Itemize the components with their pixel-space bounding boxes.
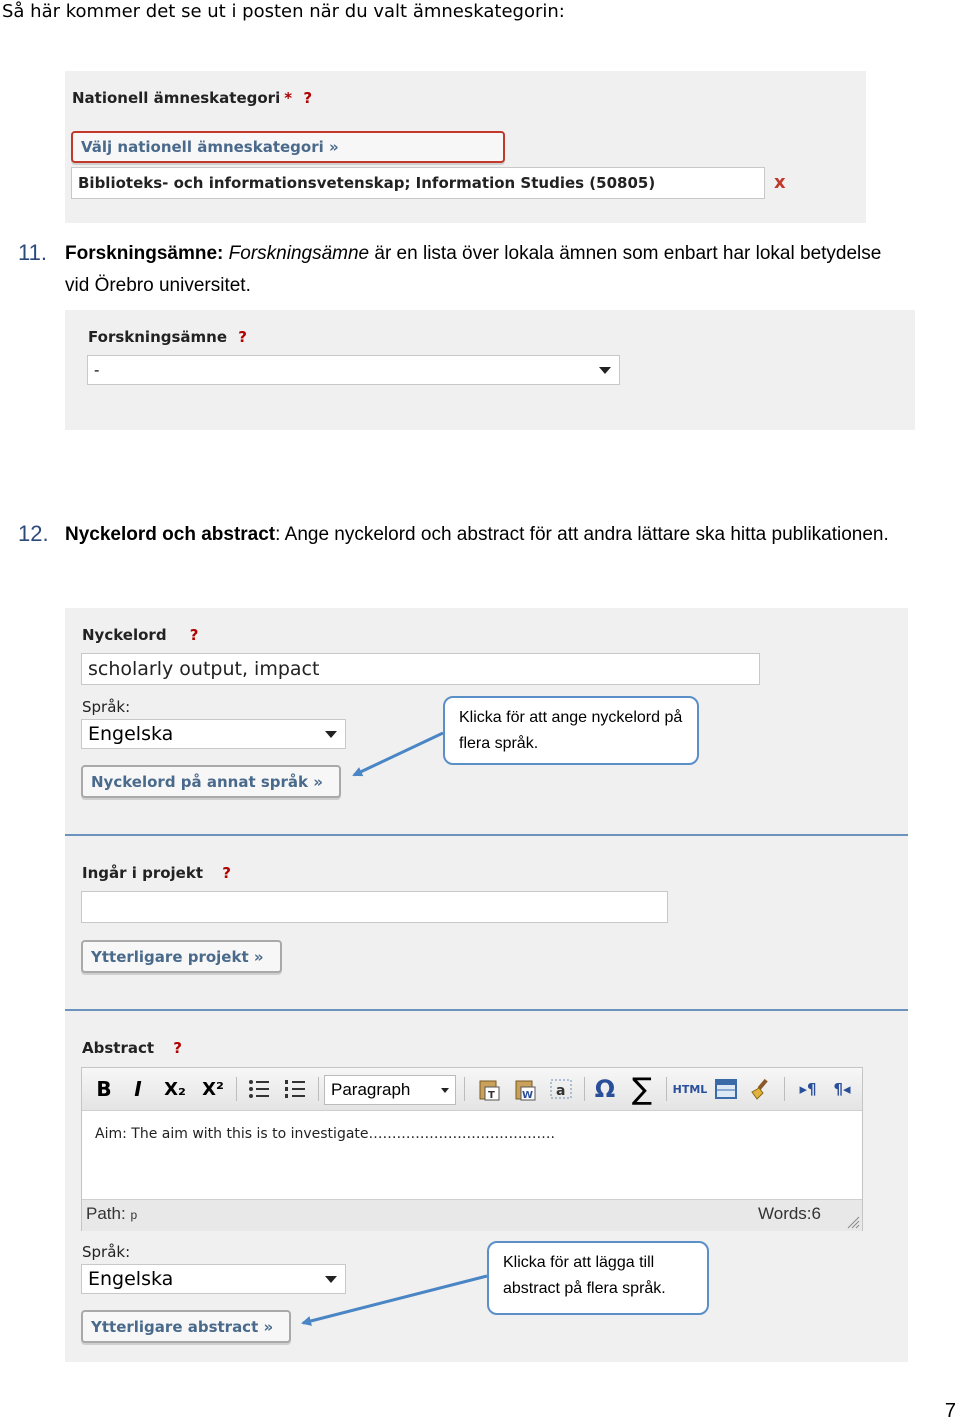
- toolbar-separator: [236, 1077, 237, 1101]
- keywords-language-label: Språk:: [82, 698, 131, 716]
- research-subject-label-text: Forskningsämne: [88, 328, 228, 346]
- chevron-down-icon: [599, 367, 611, 374]
- bold-button[interactable]: B: [96, 1077, 112, 1101]
- italic-button[interactable]: I: [134, 1077, 142, 1101]
- paste-text-icon[interactable]: [474, 1069, 504, 1109]
- select-all-icon[interactable]: [546, 1069, 576, 1109]
- cleanup-brush-icon[interactable]: [746, 1069, 774, 1109]
- research-subject-select[interactable]: [87, 355, 620, 385]
- format-select[interactable]: [324, 1075, 456, 1105]
- keywords-label: [82, 626, 199, 644]
- keywords-input[interactable]: scholarly output, impact: [81, 653, 760, 685]
- abstract-language-select[interactable]: [81, 1264, 346, 1294]
- item-12-body: : Ange nyckelord och abstract för att andra lättare ska hitta publikationen.: [275, 524, 889, 545]
- abstract-label-text: Abstract: [82, 1039, 155, 1057]
- section-divider: [65, 834, 908, 836]
- superscript-button[interactable]: X²: [202, 1078, 224, 1100]
- abstract-text-area[interactable]: Aim: The aim with this is to investigate………………………………….: [95, 1126, 555, 1142]
- category-value-field: Biblioteks- och informationsvetenskap; Information Studies (50805): [71, 167, 765, 199]
- choose-category-button[interactable]: Välj nationell ämneskategori »: [71, 131, 505, 163]
- intro-text: Så här kommer det se ut i posten när du valt ämneskategorin:: [2, 1, 565, 22]
- add-project-button[interactable]: Ytterligare projekt »: [81, 940, 282, 973]
- section-divider: [65, 1009, 908, 1011]
- editor-path: [86, 1204, 137, 1224]
- abstract-language-label: Språk:: [82, 1243, 131, 1261]
- numbered-list-icon[interactable]: [280, 1069, 310, 1109]
- toolbar-separator: [584, 1077, 585, 1101]
- toolbar-separator: [464, 1077, 465, 1101]
- required-star: *: [284, 89, 293, 107]
- omega-icon[interactable]: Ω: [594, 1075, 616, 1103]
- toolbar-separator: [318, 1077, 319, 1101]
- abstract-label: [82, 1039, 182, 1057]
- svg-text:W: W: [522, 1090, 534, 1101]
- abstract-callout: Klicka för att lägga till abstract på flera språk.: [487, 1241, 709, 1315]
- abstract-language-value: Engelska: [88, 1268, 174, 1290]
- help-icon[interactable]: ?: [303, 89, 313, 107]
- rtl-icon[interactable]: ¶◂: [833, 1080, 851, 1098]
- item-12-term: Nyckelord och abstract: [65, 524, 276, 545]
- project-label: [82, 864, 231, 882]
- chevron-down-icon: [441, 1088, 449, 1093]
- item-12-text: [65, 519, 960, 551]
- item-11-text1: är en lista över lokala ämnen som enbart har lokal betydelse: [369, 243, 882, 264]
- item-12-number: 12.: [18, 521, 49, 546]
- svg-text:a: a: [556, 1083, 566, 1099]
- category-label-text: Nationell ämneskategori: [72, 89, 281, 107]
- add-abstract-button[interactable]: Ytterligare abstract »: [81, 1310, 291, 1343]
- sigma-icon[interactable]: ∑: [631, 1071, 653, 1107]
- item-11-number: 11.: [18, 240, 47, 265]
- page-number: 7: [944, 1400, 956, 1422]
- editor-path-value[interactable]: p: [130, 1208, 138, 1222]
- keywords-language-value: Engelska: [88, 723, 174, 745]
- format-select-value: Paragraph: [331, 1080, 411, 1099]
- html-source-button[interactable]: HTML: [672, 1082, 708, 1096]
- table-icon[interactable]: [712, 1069, 740, 1109]
- item-11-term: Forskningsämne:: [65, 243, 224, 264]
- subscript-button[interactable]: X₂: [164, 1078, 186, 1100]
- item-11-text: [65, 238, 955, 270]
- keywords-callout: Klicka för att ange nyckelord på flera språk.: [443, 696, 699, 765]
- toolbar-separator: [784, 1077, 785, 1101]
- chevron-down-icon: [325, 1276, 337, 1283]
- category-label: [72, 89, 312, 107]
- remove-category-icon[interactable]: x: [774, 172, 786, 193]
- research-subject-label: [88, 328, 247, 346]
- keywords-language-select[interactable]: [81, 719, 346, 749]
- chevron-down-icon: [325, 731, 337, 738]
- help-icon[interactable]: ?: [173, 1039, 182, 1057]
- keywords-label-text: Nyckelord: [82, 626, 167, 644]
- editor-word-count: Words:6: [758, 1204, 821, 1223]
- resize-handle-icon[interactable]: [846, 1214, 860, 1233]
- editor-status-bar: [82, 1199, 862, 1231]
- keywords-other-language-button[interactable]: Nyckelord på annat språk »: [81, 765, 341, 798]
- project-input[interactable]: [81, 891, 668, 923]
- svg-text:T: T: [488, 1090, 495, 1101]
- help-icon[interactable]: ?: [238, 328, 247, 346]
- paste-word-icon[interactable]: [510, 1069, 540, 1109]
- help-icon[interactable]: ?: [222, 864, 231, 882]
- bullet-list-icon[interactable]: [244, 1069, 274, 1109]
- help-icon[interactable]: ?: [189, 626, 199, 644]
- toolbar-separator: [666, 1077, 667, 1101]
- project-label-text: Ingår i projekt: [82, 864, 204, 882]
- research-subject-selected: -: [94, 361, 100, 379]
- item-11-text2: vid Örebro universitet.: [65, 275, 251, 296]
- editor-path-label: Path:: [86, 1204, 126, 1223]
- ltr-icon[interactable]: ▸¶: [799, 1080, 817, 1098]
- item-11-term-italic: Forskningsämne: [228, 243, 370, 264]
